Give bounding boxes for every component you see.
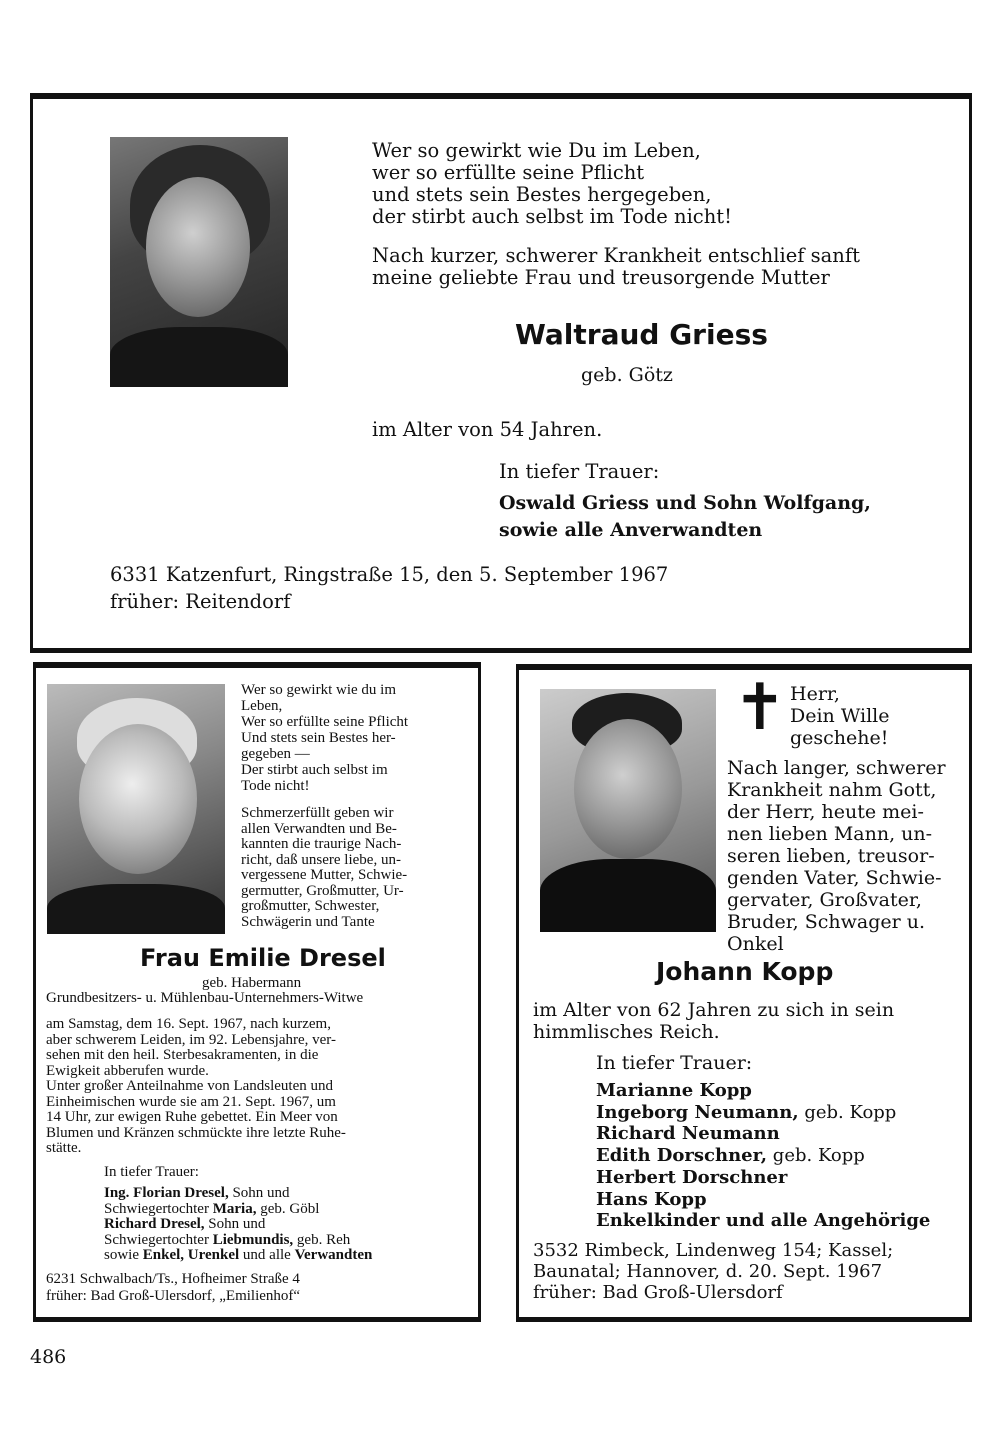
- mourner-line: [596, 1210, 930, 1232]
- verse-griess: [372, 140, 732, 228]
- mourner-line: [596, 1102, 930, 1124]
- mourner-name: Liebmundis,: [212, 1231, 294, 1248]
- mourner-line: sowie alle Anverwandten: [499, 519, 763, 541]
- verse-line: und stets sein Bestes hergegeben,: [372, 183, 712, 206]
- verse-line: Tode nicht!: [241, 778, 310, 794]
- intro-line: Nach kurzer, schwerer Krankheit entschlief sanft: [372, 244, 860, 267]
- mourner-name: Edith Dorschner,: [596, 1145, 768, 1167]
- mourner-line: [596, 1189, 930, 1211]
- intro-line: meine geliebte Frau und treusorgende Mutter: [372, 266, 830, 289]
- intro-line: allen Verwandten und Be-: [241, 820, 397, 837]
- age-kopp: [533, 999, 894, 1043]
- verse-line: Wer so gewirkt wie Du im Leben,: [372, 139, 701, 162]
- mourner-line: [596, 1167, 930, 1189]
- intro-line: großmutter, Schwester,: [241, 898, 380, 914]
- mourner-name: Richard Neumann: [596, 1123, 780, 1145]
- age-line: im Alter von 62 Jahren zu sich in sein: [533, 999, 895, 1021]
- mourner-name: Enkel, Urenkel: [142, 1247, 240, 1263]
- mourner-line: Oswald Griess und Sohn Wolfgang,: [499, 492, 871, 514]
- mourner-relation: Sohn und: [204, 1216, 266, 1232]
- address-line: Baunatal; Hannover, d. 20. Sept. 1967: [533, 1261, 883, 1282]
- mourner-relation: Schwiegertochter: [104, 1200, 213, 1217]
- age-griess: im Alter von 54 Jahren.: [372, 418, 603, 441]
- mourner-relation: geb. Kopp: [767, 1145, 865, 1167]
- mourners-griess: [499, 490, 871, 544]
- body-line: Blumen und Kränzen schmückte ihre letzte Ruhe-: [46, 1124, 346, 1141]
- deceased-name-kopp: Johann Kopp: [656, 957, 834, 986]
- deceased-name-dresel: Frau Emilie Dresel: [140, 944, 386, 972]
- mourner-relation: Schwiegertochter: [104, 1231, 213, 1248]
- verse-line: Wer so erfüllte seine Pflicht: [241, 714, 409, 730]
- formerly-line: früher: Bad Groß-Ulersdorf: [533, 1282, 783, 1303]
- intro-line: gervater, Großvater,: [727, 889, 922, 911]
- intro-line: nen lieben Mann, un-: [727, 823, 933, 845]
- formerly-griess: früher: Reitendorf: [110, 590, 291, 613]
- mourner-relation: und alle: [239, 1247, 295, 1263]
- mourner-name: Marianne Kopp: [596, 1080, 752, 1101]
- portrait-photo-griess: [110, 137, 288, 387]
- intro-line: Krankheit nahm Gott,: [727, 779, 937, 801]
- mourner-name: Ingeborg Neumann,: [596, 1101, 799, 1123]
- mourner-name: Richard Dresel,: [104, 1216, 205, 1232]
- verse-line: gegeben —: [241, 746, 310, 762]
- maiden-name-griess: geb. Götz: [581, 364, 673, 386]
- mourner-name: Herbert Dorschner: [596, 1166, 788, 1188]
- maiden-name-dresel: geb. Habermann: [202, 975, 302, 991]
- mourner-relation: Sohn und: [228, 1185, 290, 1201]
- intro-dresel: [241, 806, 469, 930]
- mourner-line: [596, 1080, 930, 1102]
- page-number: 486: [30, 1346, 67, 1368]
- mourner-line: [596, 1145, 930, 1167]
- mourner-name: Maria,: [212, 1200, 257, 1217]
- mourner-name: Hans Kopp: [596, 1188, 707, 1210]
- body-line: Ewigkeit abberufen wurde.: [46, 1062, 209, 1079]
- intro-line: richt, daß unsere liebe, un-: [241, 851, 401, 868]
- intro-line: Nach langer, schwerer: [727, 757, 946, 779]
- verse-line: Herr,: [790, 683, 840, 705]
- mourners-kopp: [596, 1080, 930, 1232]
- body-line: Einheimischen wurde sie am 21. Sept. 1967, um: [46, 1093, 336, 1110]
- verse-line: der stirbt auch selbst im Tode nicht!: [372, 205, 732, 228]
- intro-line: seren lieben, treusor-: [727, 845, 935, 867]
- intro-line: Schwägerin und Tante: [241, 913, 375, 930]
- title-dresel: Grundbesitzers- u. Mühlenbau-Unternehmers-Witwe: [46, 990, 364, 1006]
- verse-line: wer so erfüllte seine Pflicht: [372, 161, 645, 184]
- age-line: himmlisches Reich.: [533, 1021, 720, 1043]
- mourner-line: [104, 1202, 372, 1218]
- address-line: 3532 Rimbeck, Lindenweg 154; Kassel;: [533, 1240, 894, 1261]
- intro-griess: [372, 245, 860, 289]
- intro-line: kannten die traurige Nach-: [241, 836, 402, 852]
- cross-icon: ✝: [733, 671, 787, 745]
- mourner-relation: geb. Kopp: [798, 1101, 897, 1123]
- formerly-dresel: früher: Bad Groß-Ulersdorf, „Emilienhof“: [46, 1288, 301, 1304]
- portrait-photo-kopp: [540, 689, 716, 932]
- mourner-line: [104, 1248, 372, 1264]
- address-dresel: 6231 Schwalbach/Ts., Hofheimer Straße 4: [46, 1271, 300, 1287]
- mourning-label-kopp: In tiefer Trauer:: [596, 1052, 753, 1074]
- body-line: 14 Uhr, zur ewigen Ruhe gebettet. Ein Meer von: [46, 1109, 338, 1125]
- mourner-line: [104, 1217, 372, 1233]
- intro-line: Onkel: [727, 933, 784, 955]
- mourner-name: Verwandten: [294, 1247, 373, 1263]
- verse-line: Dein Wille: [790, 705, 890, 727]
- intro-line: der Herr, heute mei-: [727, 801, 924, 823]
- body-line: aber schwerem Leiden, im 92. Lebensjahre, ver-: [46, 1031, 336, 1048]
- verse-dresel: [241, 682, 469, 794]
- mourner-name: Enkelkinder und alle Angehörige: [596, 1210, 931, 1232]
- mourner-name: Ing. Florian Dresel,: [104, 1185, 229, 1201]
- address-kopp: [533, 1240, 893, 1303]
- portrait-photo-dresel: [47, 684, 225, 934]
- deceased-name-griess: Waltraud Griess: [515, 318, 768, 351]
- body-line: sehen mit den heil. Sterbesakramenten, in die: [46, 1047, 319, 1063]
- intro-line: Bruder, Schwager u.: [727, 911, 926, 933]
- verse-line: Wer so gewirkt wie du im: [241, 682, 397, 698]
- body-line: stätte.: [46, 1140, 82, 1156]
- mourning-label-dresel: In tiefer Trauer:: [104, 1164, 199, 1180]
- verse-line: Leben,: [241, 698, 283, 714]
- body-line: Unter großer Anteilnahme von Landsleuten und: [46, 1078, 334, 1094]
- body-line: am Samstag, dem 16. Sept. 1967, nach kurzem,: [46, 1016, 331, 1032]
- mourners-dresel: [104, 1186, 372, 1264]
- intro-line: germutter, Großmutter, Ur-: [241, 882, 404, 899]
- verse-line: Der stirbt auch selbst im: [241, 762, 388, 778]
- verse-line: geschehe!: [790, 727, 889, 749]
- intro-line: genden Vater, Schwie-: [727, 867, 942, 889]
- intro-kopp: [727, 757, 946, 955]
- mourner-line: [104, 1233, 372, 1249]
- intro-line: vergessene Mutter, Schwie-: [241, 867, 408, 883]
- verse-line: Und stets sein Bestes her-: [241, 730, 396, 746]
- mourner-line: [596, 1123, 930, 1145]
- mourner-relation: sowie: [104, 1247, 143, 1263]
- mourner-relation: geb. Göbl: [256, 1200, 320, 1217]
- mourning-label-griess: In tiefer Trauer:: [499, 460, 660, 483]
- mourner-line: [104, 1186, 372, 1202]
- body-dresel: [46, 1017, 346, 1157]
- verse-kopp: [790, 683, 890, 749]
- mourner-relation: geb. Reh: [293, 1231, 351, 1248]
- intro-line: Schmerzerfüllt geben wir: [241, 805, 394, 821]
- address-griess: 6331 Katzenfurt, Ringstraße 15, den 5. September 1967: [110, 563, 669, 586]
